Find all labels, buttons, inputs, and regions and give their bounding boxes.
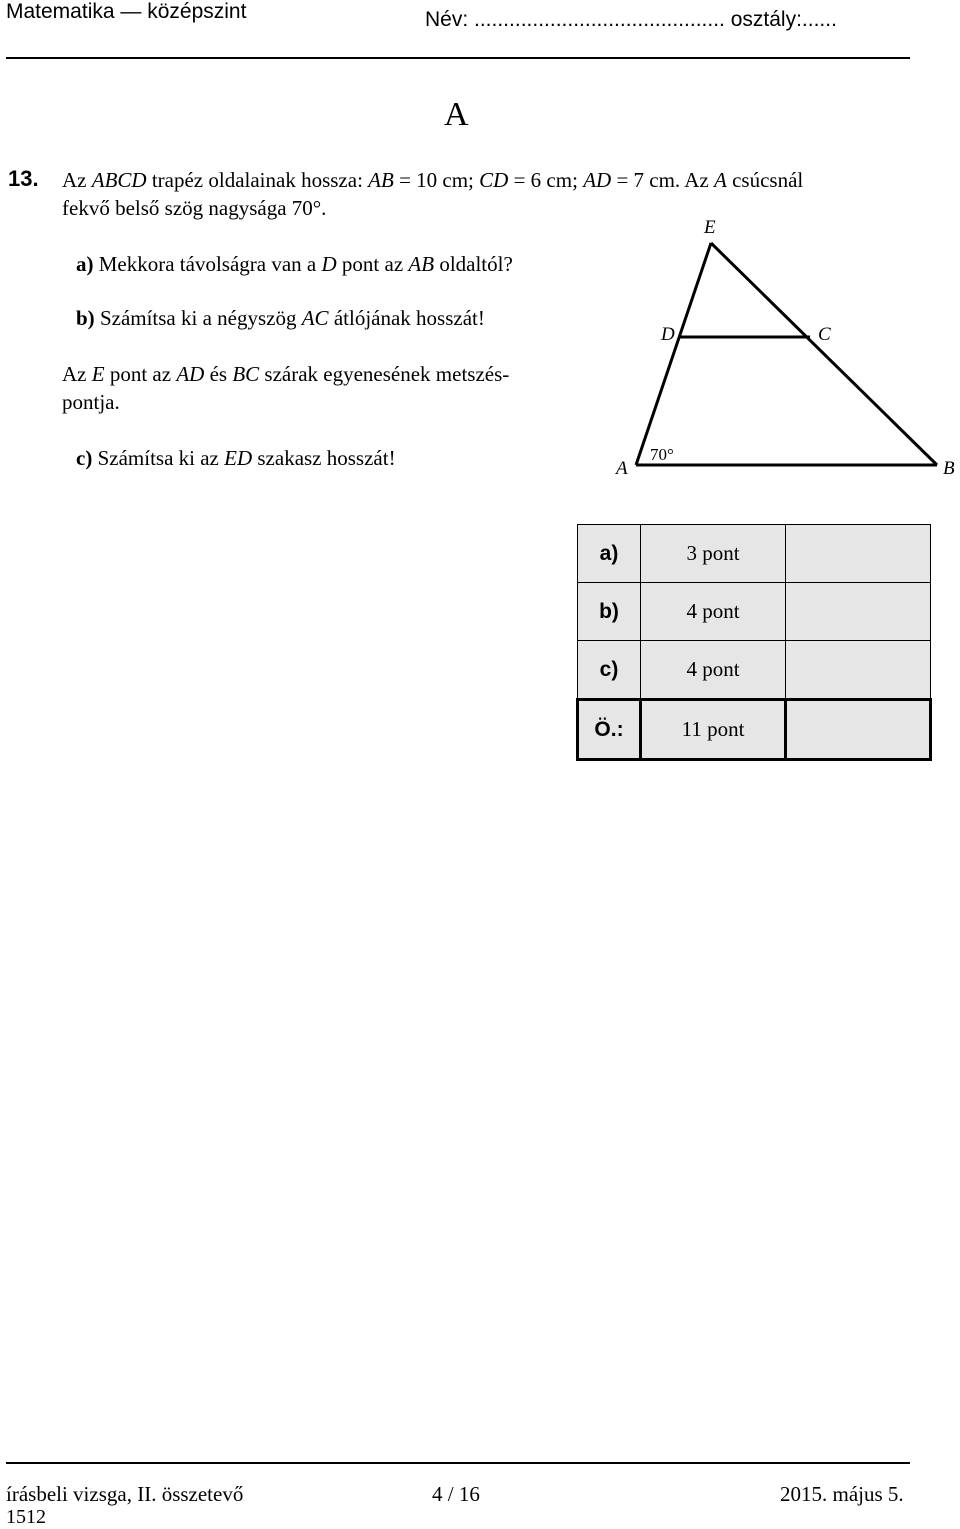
label-angle: 70° — [650, 445, 674, 464]
question-intro-line1: Az ABCD trapéz oldalainak hossza: AB = 10 cm; CD = 6 cm; AD = 7 cm. Az A csúcsnál — [62, 168, 804, 192]
header-subject: Matematika — középszint — [6, 0, 247, 23]
score-label-total: Ö.: — [578, 700, 641, 760]
score-label-c: c) — [578, 641, 641, 700]
label-b: B — [943, 458, 955, 479]
label-e: E — [704, 217, 716, 238]
score-points-a: 3 pont — [641, 525, 786, 583]
side-ae — [636, 243, 711, 465]
footer-exam-name: írásbeli vizsga, II. összetevő — [6, 1482, 244, 1506]
score-blank-c — [786, 641, 931, 700]
question-intro-line2: fekvő belső szög nagysága 70°. — [62, 196, 327, 220]
score-row-total — [578, 700, 931, 760]
score-row-b — [578, 583, 931, 641]
footer-code: 1512 — [6, 1506, 46, 1528]
score-label-a: a) — [578, 525, 641, 583]
score-row-c — [578, 641, 931, 700]
score-points-c: 4 pont — [641, 641, 786, 700]
score-blank-b — [786, 583, 931, 641]
label-d: D — [661, 324, 675, 345]
subquestion-a: a) Mekkora távolságra van a D pont az AB oldaltól? — [76, 252, 513, 276]
score-blank-total — [786, 700, 931, 760]
score-table — [576, 524, 932, 761]
header-name-class: Név: ........................................... osztály:...... — [425, 8, 837, 31]
point-e-definition-line2: pontja. — [62, 390, 120, 414]
header-rule — [6, 57, 910, 59]
label-a: A — [616, 458, 628, 479]
point-e-definition-line1: Az E pont az AD és BC szárak egyenesének metszés- — [62, 362, 510, 386]
score-points-total: 11 pont — [641, 700, 786, 760]
footer-rule — [6, 1462, 910, 1464]
subquestion-c: c) Számítsa ki az ED szakasz hosszát! — [76, 446, 396, 470]
question-number: 13. — [8, 166, 39, 191]
score-label-b: b) — [578, 583, 641, 641]
score-blank-a — [786, 525, 931, 583]
score-points-b: 4 pont — [641, 583, 786, 641]
footer-date: 2015. május 5. — [780, 1482, 904, 1506]
subquestion-b: b) Számítsa ki a négyszög AC átlójának hosszát! — [76, 306, 485, 330]
label-c: C — [818, 324, 831, 345]
footer-page-number: 4 / 16 — [432, 1482, 480, 1506]
version-letter: A — [444, 96, 469, 133]
score-row-a — [578, 525, 931, 583]
side-eb — [711, 243, 937, 465]
trapezoid-diagram — [600, 210, 960, 485]
